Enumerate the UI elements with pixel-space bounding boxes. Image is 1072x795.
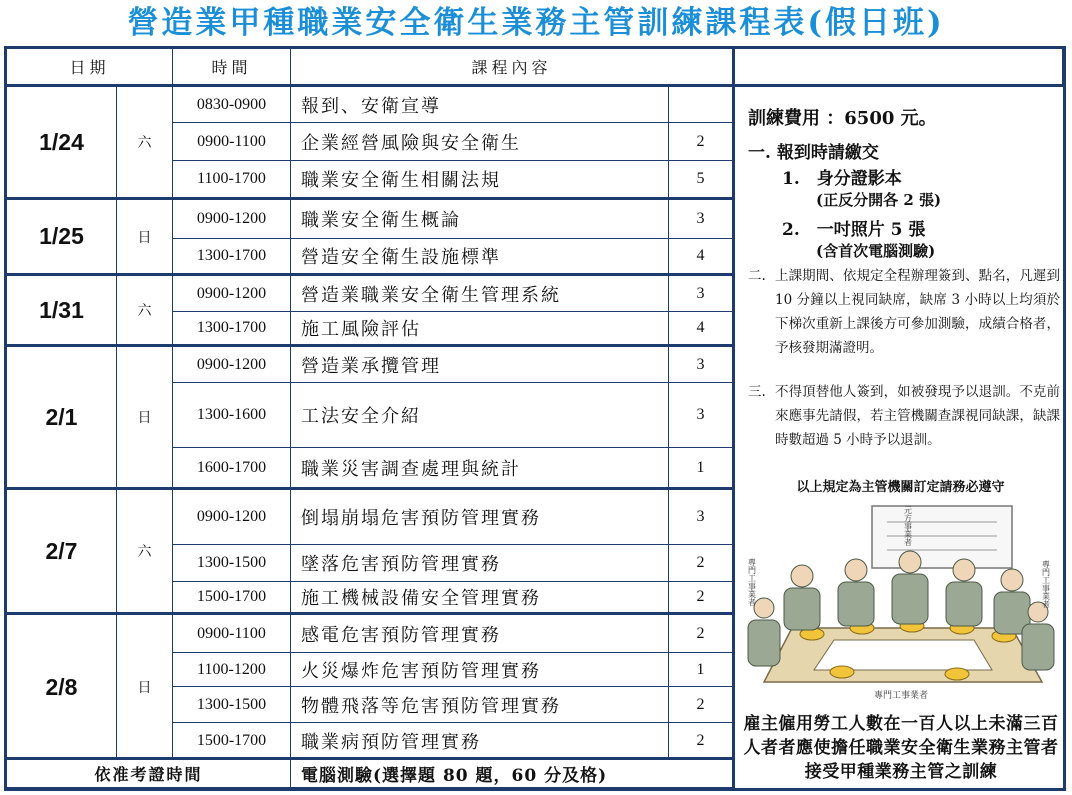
session-course: 墜落危害預防管理實務 — [291, 545, 669, 582]
session-course: 營造業職業安全衛生管理系統 — [291, 276, 669, 312]
session-course: 火災爆炸危害預防管理實務 — [291, 653, 669, 687]
session-time: 0830-0900 — [173, 87, 291, 123]
session-hours: 4 — [669, 239, 735, 276]
session-course: 物體飛落等危害預防管理實務 — [291, 687, 669, 723]
session-hours: 2 — [669, 615, 735, 653]
session-time: 1300-1700 — [173, 312, 291, 347]
note-item-1-2-detail: (含首次電腦測驗) — [816, 242, 936, 260]
footer-exam-info: 電腦測驗(選擇題 80 題，60 分及格) — [291, 760, 735, 788]
rules-notice: 以上規定為主管機關訂定請務必遵守 — [796, 480, 1005, 495]
session-course: 感電危害預防管理實務 — [291, 615, 669, 653]
session-hours: 1 — [669, 448, 735, 490]
session-hours: 3 — [669, 383, 735, 448]
session-time: 0900-1200 — [173, 200, 291, 239]
session-time: 1500-1700 — [173, 582, 291, 615]
session-time: 1100-1200 — [173, 653, 291, 687]
note-item-2-number: 二. — [748, 268, 766, 284]
session-time: 1300-1700 — [173, 239, 291, 276]
date-cell: 1/31 — [7, 276, 117, 347]
session-course: 工法安全介紹 — [291, 383, 669, 448]
illustration-label-left: 專門工事業者 — [747, 558, 757, 606]
session-hours: 2 — [669, 723, 735, 760]
note-item-1: 一. 報到時請繳交 — [748, 143, 879, 163]
weekday-cell: 日 — [117, 347, 173, 490]
session-hours: 2 — [669, 123, 735, 161]
note-item-3-text: 不得頂替他人簽到，如被發現予以退訓。不克前來應事先請假，若主管機關查課視同缺課，缺課時數超過 5 小時予以退訓。 — [775, 384, 1060, 448]
session-hours: 3 — [669, 200, 735, 239]
illustration-label-top: 元方事業者 — [903, 506, 913, 546]
session-time: 1300-1500 — [173, 687, 291, 723]
training-requirement: 雇主僱用勞工人數在一百人以上未滿三百人者者應使擔任職業安全衛生業務主管者接受甲種業務主管之訓練 — [743, 714, 1059, 782]
session-hours: 1 — [669, 653, 735, 687]
session-hours: 3 — [669, 490, 735, 545]
date-cell: 2/8 — [7, 615, 117, 760]
weekday-cell: 六 — [117, 87, 173, 200]
session-time: 1600-1700 — [173, 448, 291, 490]
note-item-2-text: 上課期間、依規定全程辦理簽到、點名，凡遲到 10 分鐘以上視同缺席，缺席 3 小時以上均須於下梯次重新上課後方可參加測驗，成績合格者，予核發期滿證明。 — [775, 268, 1060, 356]
session-time: 1100-1700 — [173, 161, 291, 200]
session-course: 職業安全衛生相關法規 — [291, 161, 669, 200]
session-hours: 2 — [669, 687, 735, 723]
session-hours: 2 — [669, 545, 735, 582]
session-hours: 5 — [669, 161, 735, 200]
date-cell: 1/24 — [7, 87, 117, 200]
weekday-cell: 六 — [117, 490, 173, 615]
session-course: 營造安全衛生設施標準 — [291, 239, 669, 276]
note-item-3 — [748, 380, 1060, 452]
note-item-3-number: 三. — [748, 384, 766, 400]
session-course: 報到、安衛宣導 — [291, 87, 669, 123]
weekday-cell: 六 — [117, 276, 173, 347]
note-item-1-1-detail: (正反分開各 2 張) — [816, 191, 942, 209]
session-time: 0900-1200 — [173, 490, 291, 545]
weekday-cell: 日 — [117, 200, 173, 276]
header-course: 課程內容 — [291, 49, 735, 87]
note-item-1-1: 1. 身分證影本 — [782, 169, 902, 189]
date-cell: 2/1 — [7, 347, 117, 490]
weekday-cell: 日 — [117, 615, 173, 760]
session-hours: 3 — [669, 276, 735, 312]
session-course: 營造業承攬管理 — [291, 347, 669, 383]
session-course: 倒塌崩塌危害預防管理實務 — [291, 490, 669, 545]
note-item-1-2: 2. 一吋照片 5 張 — [782, 220, 926, 240]
session-course: 職業災害調查處理與統計 — [291, 448, 669, 490]
session-course: 施工機械設備安全管理實務 — [291, 582, 669, 615]
session-time: 0900-1100 — [173, 123, 291, 161]
date-cell: 2/7 — [7, 490, 117, 615]
date-cell: 1/25 — [7, 200, 117, 276]
session-hours — [669, 87, 735, 123]
session-hours: 2 — [669, 582, 735, 615]
session-time: 1300-1600 — [173, 383, 291, 448]
header-blank — [735, 49, 1063, 87]
session-course: 企業經營風險與安全衛生 — [291, 123, 669, 161]
illustration-label-bottom: 專門工事業者 — [874, 691, 929, 701]
session-course: 職業安全衛生概論 — [291, 200, 669, 239]
session-time: 1300-1500 — [173, 545, 291, 582]
illustration-label-right: 專門工事業者 — [1041, 560, 1051, 608]
session-course: 施工風險評估 — [291, 312, 669, 347]
footer-exam-time: 依准考證時間 — [7, 760, 291, 788]
session-time: 0900-1100 — [173, 615, 291, 653]
session-time: 1500-1700 — [173, 723, 291, 760]
header-time: 時間 — [173, 49, 291, 87]
session-course: 職業病預防管理實務 — [291, 723, 669, 760]
page-title: 營造業甲種職業安全衛生業務主管訓練課程表(假日班) — [127, 5, 945, 41]
session-time: 0900-1200 — [173, 347, 291, 383]
note-item-2 — [748, 264, 1060, 360]
training-fee: 訓練費用 ：6500 元。 — [748, 108, 937, 129]
header-date: 日期 — [7, 49, 173, 87]
meeting-illustration — [742, 500, 1060, 705]
session-hours: 4 — [669, 312, 735, 347]
session-hours: 3 — [669, 347, 735, 383]
session-time: 0900-1200 — [173, 276, 291, 312]
